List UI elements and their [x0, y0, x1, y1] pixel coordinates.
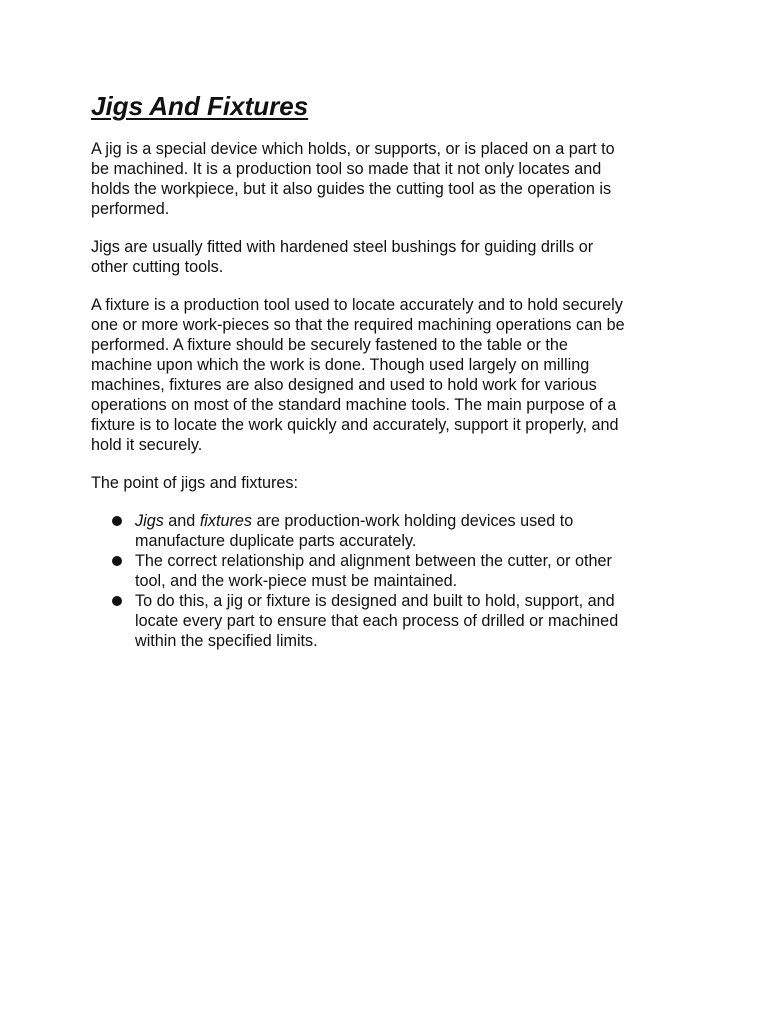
bullet-icon [112, 516, 122, 526]
text-line: performed. A fixture should be securely fastened to the table or the [91, 336, 568, 354]
bullet-icon [112, 596, 122, 606]
text-line: within the specified limits. [135, 632, 318, 650]
text-line: Jigs are usually fitted with hardened steel bushings for guiding drills or [91, 238, 594, 256]
italic-term: fixtures [199, 512, 252, 530]
text-line: be machined. It is a production tool so made that it not only locates and [91, 160, 602, 178]
text-line: tool, and the work-piece must be maintained. [135, 572, 458, 590]
text-line: The correct relationship and alignment between the cutter, or other [135, 552, 612, 570]
list-item [91, 591, 691, 651]
text-line: performed. [91, 200, 170, 218]
text-line: hold it securely. [91, 436, 203, 454]
list-item [91, 551, 691, 591]
text-fragment: are production-work holding devices used to [252, 512, 574, 530]
text-line [135, 511, 691, 531]
text-line: manufacture duplicate parts accurately. [135, 532, 417, 550]
text-line: To do this, a jig or fixture is designed and built to hold, support, and [135, 592, 615, 610]
text-line: fixture is to locate the work quickly and accurately, support it properly, and [91, 416, 619, 434]
paragraph-jig-bushings [91, 237, 691, 277]
bullet-icon [112, 556, 122, 566]
text-line: A fixture is a production tool used to locate accurately and to hold securely [91, 296, 623, 314]
bullet-list [91, 511, 691, 651]
page-title: Jigs And Fixtures [91, 91, 309, 121]
paragraph-point-intro: The point of jigs and fixtures: [91, 474, 298, 492]
text-line: A jig is a special device which holds, or supports, or is placed on a part to [91, 140, 615, 158]
paragraph-fixture-definition [91, 295, 691, 455]
text-fragment: and [163, 512, 200, 530]
text-line: holds the workpiece, but it also guides the cutting tool as the operation is [91, 180, 612, 198]
document-body [91, 139, 691, 651]
text-line: machines, fixtures are also designed and used to hold work for various [91, 376, 597, 394]
text-line: other cutting tools. [91, 258, 224, 276]
text-line: operations on most of the standard machine tools. The main purpose of a [91, 396, 617, 414]
text-line: one or more work-pieces so that the required machining operations can be [91, 316, 625, 334]
list-item [91, 511, 691, 551]
text-line: machine upon which the work is done. Though used largely on milling [91, 356, 590, 374]
paragraph-jig-definition [91, 139, 691, 219]
italic-term: Jigs [135, 512, 164, 530]
text-line: locate every part to ensure that each process of drilled or machined [135, 612, 619, 630]
